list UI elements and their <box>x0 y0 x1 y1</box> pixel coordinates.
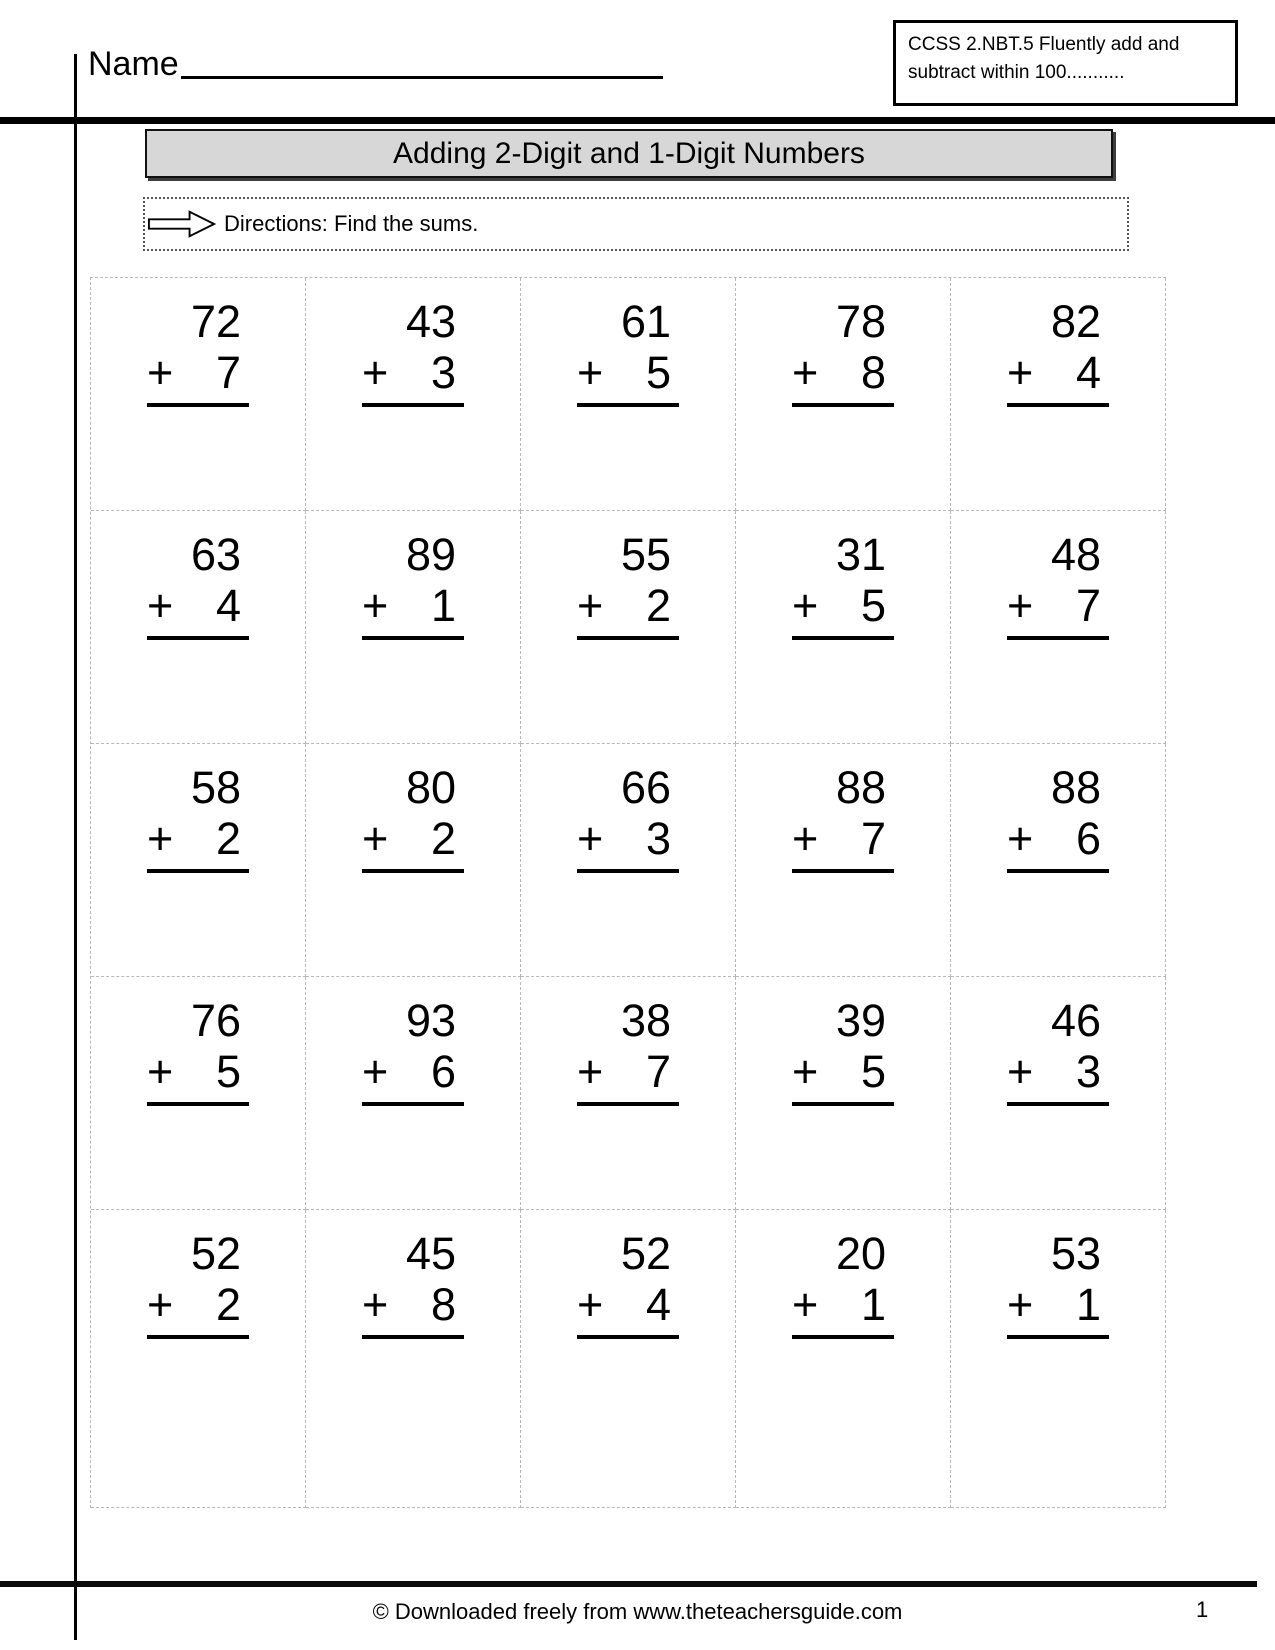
plus-sign: + <box>792 1046 819 1098</box>
problem-cell <box>521 977 736 1210</box>
name-row <box>88 46 663 81</box>
bottom-addend: 7 <box>1075 580 1101 632</box>
addition-problem <box>147 298 249 407</box>
problem-cell <box>91 977 306 1210</box>
addition-problem <box>362 1230 464 1339</box>
bottom-addend-row <box>1007 1044 1109 1098</box>
problem-cell <box>306 1210 521 1508</box>
plus-sign: + <box>362 347 389 399</box>
problem-cell <box>951 977 1166 1210</box>
bottom-addend: 6 <box>1075 813 1101 865</box>
addition-problem <box>577 764 679 873</box>
addition-problem <box>362 298 464 407</box>
top-addend: 63 <box>190 529 241 580</box>
plus-sign: + <box>147 1279 174 1331</box>
top-addend: 31 <box>835 529 886 580</box>
bottom-addend-row <box>577 578 679 632</box>
plus-sign: + <box>792 1279 819 1331</box>
bottom-addend-row <box>147 578 249 632</box>
right-arrow-icon <box>148 209 216 239</box>
plus-sign: + <box>577 580 604 632</box>
bottom-addend-row <box>147 1044 249 1098</box>
problem-cell <box>951 511 1166 744</box>
bottom-addend: 8 <box>430 1279 456 1331</box>
plus-sign: + <box>792 813 819 865</box>
top-addend: 52 <box>190 1228 241 1279</box>
plus-sign: + <box>792 347 819 399</box>
addition-problem <box>1007 298 1109 407</box>
addition-problem <box>147 997 249 1106</box>
top-addend: 39 <box>835 995 886 1046</box>
bottom-addend: 4 <box>215 580 241 632</box>
top-addend: 76 <box>190 995 241 1046</box>
addition-problem <box>1007 1230 1109 1339</box>
top-addend: 48 <box>1050 529 1101 580</box>
problem-cell <box>951 278 1166 511</box>
problem-cell <box>736 278 951 511</box>
top-addend: 89 <box>405 529 456 580</box>
addition-problem <box>792 531 894 640</box>
top-addend: 38 <box>620 995 671 1046</box>
plus-sign: + <box>147 580 174 632</box>
bottom-addend-row <box>147 811 249 865</box>
ccss-line-1: CCSS 2.NBT.5 Fluently add and <box>908 34 1180 55</box>
plus-sign: + <box>1007 1279 1034 1331</box>
bottom-addend-row <box>792 1277 894 1331</box>
directions-text: Directions: Find the sums. <box>224 211 479 236</box>
plus-sign: + <box>147 1046 174 1098</box>
bottom-addend-row <box>577 345 679 399</box>
top-addend: 52 <box>620 1228 671 1279</box>
directions-box <box>143 197 1129 251</box>
problem-cell <box>736 744 951 977</box>
top-addend: 61 <box>620 296 671 347</box>
plus-sign: + <box>1007 580 1034 632</box>
problem-cell <box>521 278 736 511</box>
problem-cell <box>306 511 521 744</box>
bottom-addend-row <box>362 1277 464 1331</box>
addition-problem <box>147 531 249 640</box>
problem-cell <box>91 278 306 511</box>
addition-problem <box>577 997 679 1106</box>
bottom-addend: 2 <box>215 1279 241 1331</box>
problem-cell <box>951 744 1166 977</box>
bottom-addend-row <box>362 578 464 632</box>
addition-problem <box>792 298 894 407</box>
problem-cell <box>736 1210 951 1508</box>
plus-sign: + <box>577 813 604 865</box>
bottom-addend: 4 <box>1075 347 1101 399</box>
bottom-addend-row <box>147 1277 249 1331</box>
addition-problem <box>1007 531 1109 640</box>
top-addend: 43 <box>405 296 456 347</box>
top-addend: 55 <box>620 529 671 580</box>
top-addend: 78 <box>835 296 886 347</box>
bottom-addend: 7 <box>215 347 241 399</box>
bottom-addend: 2 <box>645 580 671 632</box>
bottom-addend-row <box>792 1044 894 1098</box>
bottom-addend: 1 <box>1075 1279 1101 1331</box>
addition-problem <box>1007 764 1109 873</box>
footer-credit: © Downloaded freely from www.theteachersguide.com <box>372 1599 903 1624</box>
footer-divider-rule <box>0 1581 1257 1587</box>
addition-problem <box>577 531 679 640</box>
ccss-line-2: subtract within 100........... <box>908 61 1125 83</box>
worksheet-title: Adding 2-Digit and 1-Digit Numbers <box>393 136 865 170</box>
top-addend: 72 <box>190 296 241 347</box>
addition-problem <box>577 298 679 407</box>
addition-problem <box>792 764 894 873</box>
plus-sign: + <box>362 1046 389 1098</box>
bottom-addend-row <box>1007 345 1109 399</box>
bottom-addend-row <box>362 811 464 865</box>
top-addend: 66 <box>620 762 671 813</box>
addition-problem <box>147 1230 249 1339</box>
bottom-addend: 7 <box>645 1046 671 1098</box>
addition-problem <box>792 997 894 1106</box>
bottom-addend: 6 <box>430 1046 456 1098</box>
addition-problem <box>577 1230 679 1339</box>
plus-sign: + <box>577 347 604 399</box>
bottom-addend: 3 <box>1075 1046 1101 1098</box>
plus-sign: + <box>1007 1046 1034 1098</box>
plus-sign: + <box>577 1279 604 1331</box>
addition-problem <box>147 764 249 873</box>
top-addend: 82 <box>1050 296 1101 347</box>
bottom-addend: 5 <box>860 1046 886 1098</box>
bottom-addend-row <box>1007 578 1109 632</box>
top-addend: 93 <box>405 995 456 1046</box>
top-addend: 58 <box>190 762 241 813</box>
bottom-addend: 5 <box>215 1046 241 1098</box>
addition-problem <box>1007 997 1109 1106</box>
problem-cell <box>91 511 306 744</box>
bottom-addend-row <box>792 345 894 399</box>
top-addend: 45 <box>405 1228 456 1279</box>
bottom-addend-row <box>147 345 249 399</box>
bottom-addend-row <box>1007 811 1109 865</box>
bottom-addend-row <box>577 1277 679 1331</box>
bottom-addend-row <box>792 578 894 632</box>
plus-sign: + <box>147 347 174 399</box>
plus-sign: + <box>577 1046 604 1098</box>
problem-cell <box>521 511 736 744</box>
bottom-addend: 5 <box>645 347 671 399</box>
addition-problem <box>792 1230 894 1339</box>
addition-problem <box>362 764 464 873</box>
top-addend: 88 <box>835 762 886 813</box>
plus-sign: + <box>792 580 819 632</box>
top-addend: 46 <box>1050 995 1101 1046</box>
problem-cell <box>521 1210 736 1508</box>
bottom-addend-row <box>362 345 464 399</box>
top-addend: 88 <box>1050 762 1101 813</box>
plus-sign: + <box>147 813 174 865</box>
bottom-addend-row <box>1007 1277 1109 1331</box>
problem-cell <box>521 744 736 977</box>
header-divider-rule <box>0 117 1275 124</box>
bottom-addend: 8 <box>860 347 886 399</box>
top-addend: 20 <box>835 1228 886 1279</box>
plus-sign: + <box>362 580 389 632</box>
problem-cell <box>306 744 521 977</box>
problems-grid <box>90 277 1166 1508</box>
addition-problem <box>362 531 464 640</box>
ccss-standard-box <box>893 20 1238 106</box>
bottom-addend-row <box>577 1044 679 1098</box>
bottom-addend: 2 <box>215 813 241 865</box>
problem-cell <box>306 977 521 1210</box>
bottom-addend: 5 <box>860 580 886 632</box>
problem-cell <box>91 1210 306 1508</box>
addition-problem <box>362 997 464 1106</box>
problem-cell <box>951 1210 1166 1508</box>
bottom-addend-row <box>577 811 679 865</box>
page-margin-line <box>74 54 77 1640</box>
problem-cell <box>306 278 521 511</box>
plus-sign: + <box>362 1279 389 1331</box>
bottom-addend: 3 <box>430 347 456 399</box>
plus-sign: + <box>1007 347 1034 399</box>
problem-cell <box>736 511 951 744</box>
bottom-addend: 1 <box>860 1279 886 1331</box>
bottom-addend: 3 <box>645 813 671 865</box>
top-addend: 53 <box>1050 1228 1101 1279</box>
bottom-addend-row <box>792 811 894 865</box>
name-blank-line <box>181 46 663 79</box>
plus-sign: + <box>1007 813 1034 865</box>
plus-sign: + <box>362 813 389 865</box>
problem-cell <box>736 977 951 1210</box>
name-label: Name <box>88 45 179 83</box>
problem-cell <box>91 744 306 977</box>
worksheet-title-bar <box>145 129 1113 178</box>
bottom-addend: 2 <box>430 813 456 865</box>
bottom-addend: 7 <box>860 813 886 865</box>
page-number: 1 <box>1196 1597 1209 1622</box>
top-addend: 80 <box>405 762 456 813</box>
bottom-addend: 1 <box>430 580 456 632</box>
bottom-addend: 4 <box>645 1279 671 1331</box>
bottom-addend-row <box>362 1044 464 1098</box>
